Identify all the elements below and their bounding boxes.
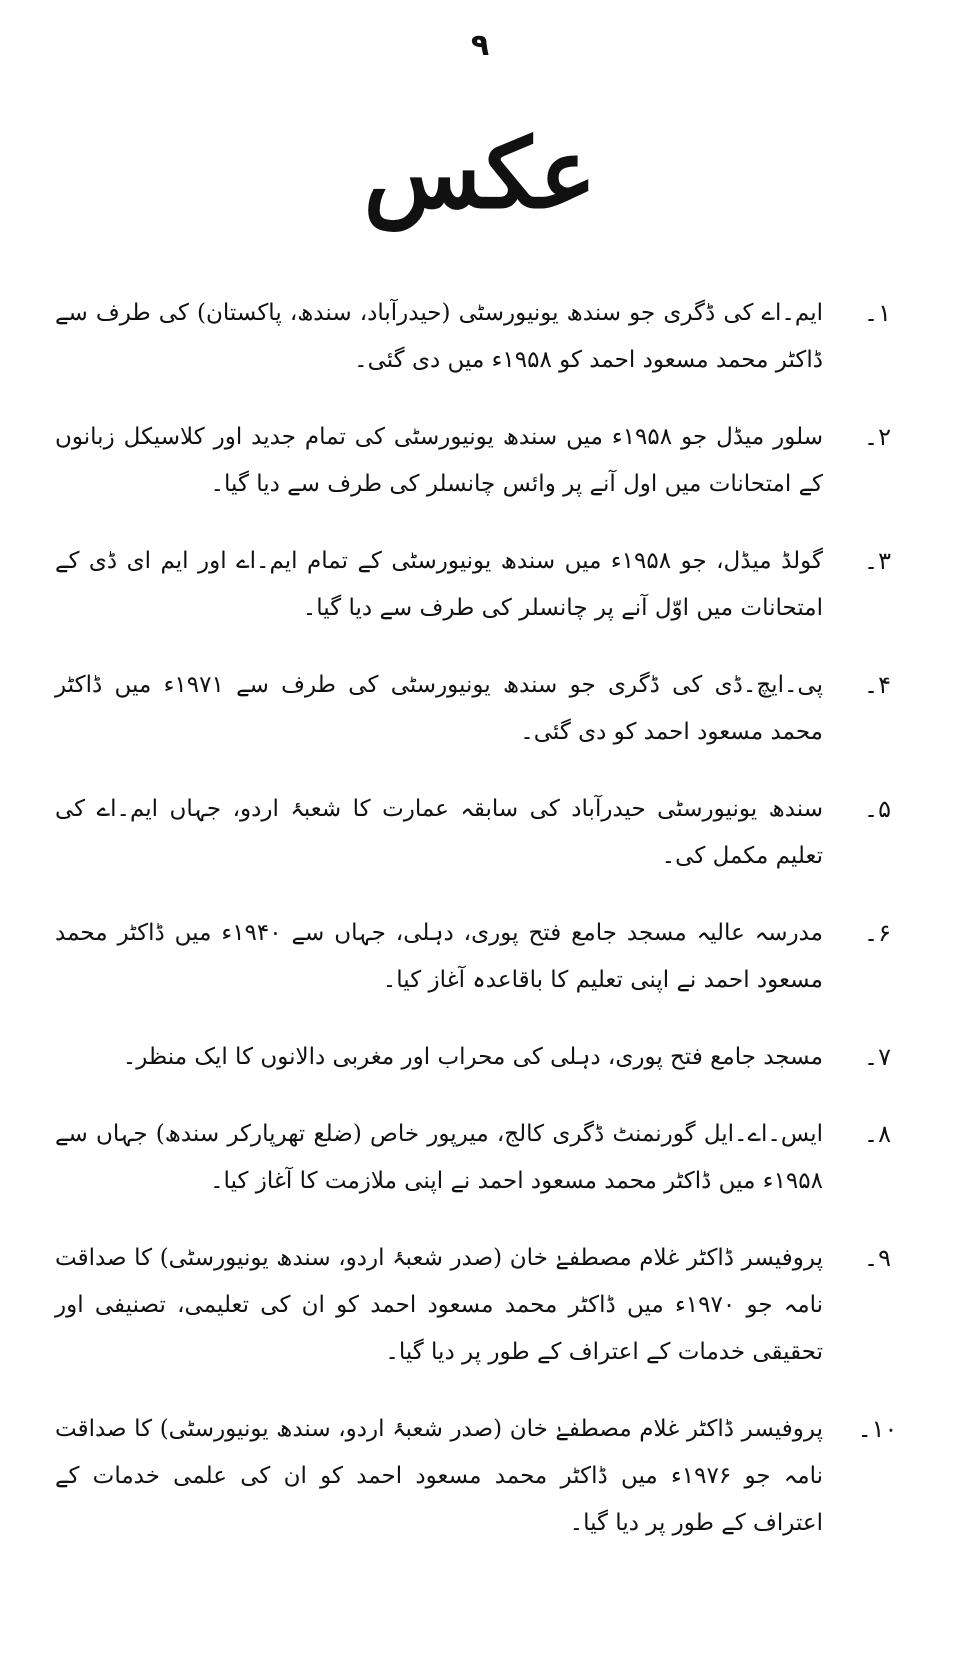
caption-item	[55, 1406, 905, 1547]
caption-item	[55, 662, 905, 756]
caption-text: مدرسہ عالیہ مسجد جامع فتح پوری، دہلی، جہاں سے ۱۹۴۰ء میں ڈاکٹر محمد مسعود احمد نے اپنی تعلیم کا باقاعدہ آغاز کیا۔	[55, 920, 823, 993]
caption-item	[55, 786, 905, 880]
caption-number: ۸۔	[864, 1120, 891, 1148]
caption-item	[55, 290, 905, 384]
caption-text: ایم۔اے کی ڈگری جو سندھ یونیورسٹی (حیدرآباد، سندھ، پاکستان) کی طرف سے ڈاکٹر محمد مسعود احمد کو ۱۹۵۸ء میں دی گئی۔	[55, 300, 823, 373]
caption-number: ۲۔	[864, 423, 891, 451]
caption-number: ۴۔	[864, 671, 891, 699]
caption-number: ۷۔	[864, 1043, 891, 1071]
caption-text: پی۔ایچ۔ڈی کی ڈگری جو سندھ یونیورسٹی کی طرف سے ۱۹۷۱ء میں ڈاکٹر محمد مسعود احمد کو دی گئی۔	[55, 672, 824, 745]
caption-number: ۹۔	[864, 1244, 891, 1272]
caption-number: ۳۔	[864, 547, 891, 575]
caption-text: پروفیسر ڈاکٹر غلام مصطفےٰ خان (صدر شعبۂ اردو، سندھ یونیورسٹی) کا صداقت نامہ جو ۱۹۷۶ء میں ڈاکٹر محمد مسعود احمد کو ان کی علمی خدمات کے اعتراف کے طور پر دیا گیا۔	[55, 1416, 823, 1536]
caption-number: ۱۔	[864, 299, 891, 327]
page-title: عکس	[363, 117, 597, 230]
page-number: ۹	[470, 28, 490, 63]
caption-number: ۶۔	[864, 919, 891, 947]
caption-item	[55, 1111, 905, 1205]
caption-item	[55, 910, 905, 1004]
caption-text: ایس۔اے۔ایل گورنمنٹ ڈگری کالج، میرپور خاص (ضلع تھرپارکر سندھ) جہاں سے ۱۹۵۸ء میں ڈاکٹر محمد مسعود احمد نے اپنی ملازمت کا آغاز کیا۔	[55, 1121, 823, 1194]
caption-text: سلور میڈل جو ۱۹۵۸ء میں سندھ یونیورسٹی کی تمام جدید اور کلاسیکل زبانوں کے امتحانات میں اول آنے پر وائس چانسلر کی طرف سے دیا گیا۔	[55, 424, 824, 497]
caption-text: سندھ یونیورسٹی حیدرآباد کی سابقہ عمارت کا شعبۂ اردو، جہاں ایم۔اے کی تعلیم مکمل کی۔	[55, 796, 823, 869]
caption-list	[55, 290, 905, 1577]
caption-item	[55, 414, 905, 508]
caption-number: ۵۔	[864, 795, 891, 823]
caption-text: پروفیسر ڈاکٹر غلام مصطفےٰ خان (صدر شعبۂ اردو، سندھ یونیورسٹی) کا صداقت نامہ جو ۱۹۷۰ء میں ڈاکٹر محمد مسعود احمد کو ان کی تعلیمی، تصنیفی اور تحقیقی خدمات کے اعتراف کے طور پر دیا گیا۔	[55, 1245, 823, 1365]
caption-item	[55, 1235, 905, 1376]
caption-number: ۱۰۔	[857, 1415, 898, 1443]
caption-text: مسجد جامع فتح پوری، دہلی کی محراب اور مغربی دالانوں کا ایک منظر۔	[122, 1044, 823, 1070]
caption-item	[55, 1034, 905, 1081]
caption-item	[55, 538, 905, 632]
caption-text: گولڈ میڈل، جو ۱۹۵۸ء میں سندھ یونیورسٹی کے تمام ایم۔اے اور ایم ای ڈی کے امتحانات میں اوّل آنے پر چانسلر کی طرف سے دیا گیا۔	[55, 548, 823, 621]
